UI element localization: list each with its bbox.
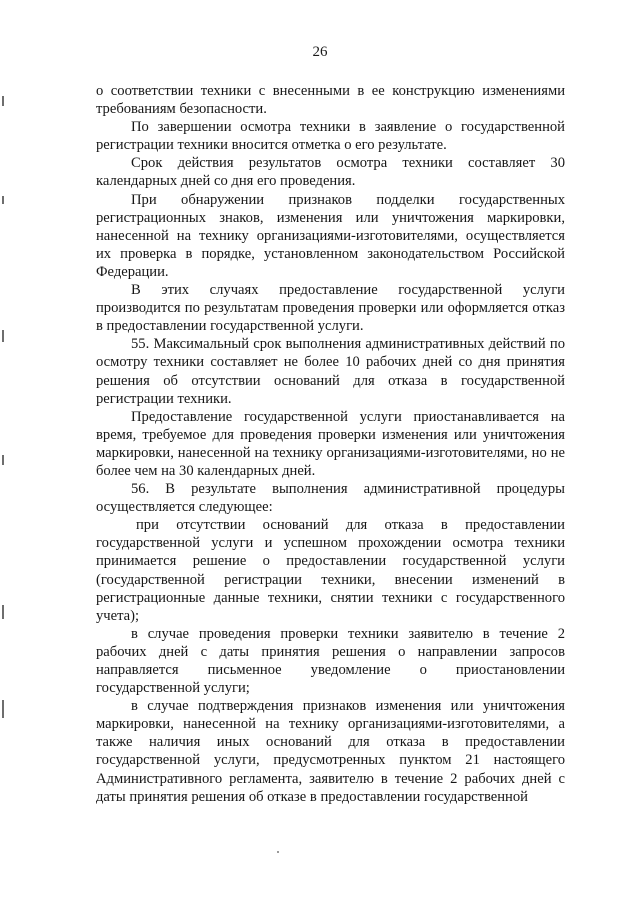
- paragraph: в случае проведения проверки техники заявителю в течение 2 рабочих дней с даты принятия решения о направлении запросов направляется письменное уведомление о приостановлении государственной услуги;: [96, 625, 565, 697]
- scan-edge-mark: [2, 700, 4, 718]
- paragraph: при отсутствии оснований для отказа в предоставлении государственной услуги и успешном прохождении осмотра техники принимается решение о предоставлении государственной услуги (государственной регистрации техники, внесении изменений в регистрационные данные техники, снятии техники с государственного учета);: [96, 517, 565, 624]
- scan-speck: [277, 851, 279, 853]
- paragraph: в случае подтверждения признаков изменения или уничтожения маркировки, нанесенной на технику организациями-изготовителями, а также наличия иных оснований для отказа в предоставлении государственной услуги, предусмотренных пунктом 21 настоящего Административного регламента, заявителю в течение 2 рабочих дней с даты принятия решения об отказе в предоставлении государственной: [96, 698, 565, 805]
- paragraph: При обнаружении признаков подделки государственных регистрационных знаков, изменения или уничтожения маркировки, нанесенной на технику организациями-изготовителями, осуществляется их проверка в порядке, установленном законодательством Российской Федерации.: [96, 191, 565, 280]
- scan-edge-mark: [2, 96, 4, 106]
- scan-edge-mark: [2, 330, 4, 342]
- paragraph: По завершении осмотра техники в заявление о государственной регистрации техники вносится отметка о его результате.: [96, 119, 565, 154]
- scan-edge-mark: [2, 605, 4, 619]
- scan-edge-mark: [2, 455, 4, 465]
- paragraph: Предоставление государственной услуги приостанавливается на время, требуемое для проведения проверки изменения или уничтожения маркировки, нанесенной на технику организациями-изготовителями, но не более чем на 30 календарных дней.: [96, 408, 565, 479]
- page-number: 26: [312, 44, 328, 60]
- paragraph: В этих случаях предоставление государственной услуги производится по результатам проведения проверки или оформляется отказ в предоставлении государственной услуги.: [96, 282, 565, 335]
- document-body: [96, 82, 565, 806]
- paragraph: 56. В результате выполнения административной процедуры осуществляется следующее:: [96, 481, 565, 516]
- scan-edge-mark: [2, 196, 4, 204]
- paragraph: 55. Максимальный срок выполнения административных действий по осмотру техники составляет не более 10 рабочих дней со дня принятия решения об отсутствии оснований для отказа в государственной регистрации техники.: [96, 336, 565, 407]
- paragraph: о соответствии техники с внесенными в ее конструкцию изменениями требованиям безопасности.: [96, 83, 565, 118]
- paragraph: Срок действия результатов осмотра техники составляет 30 календарных дней со дня его проведения.: [96, 155, 565, 190]
